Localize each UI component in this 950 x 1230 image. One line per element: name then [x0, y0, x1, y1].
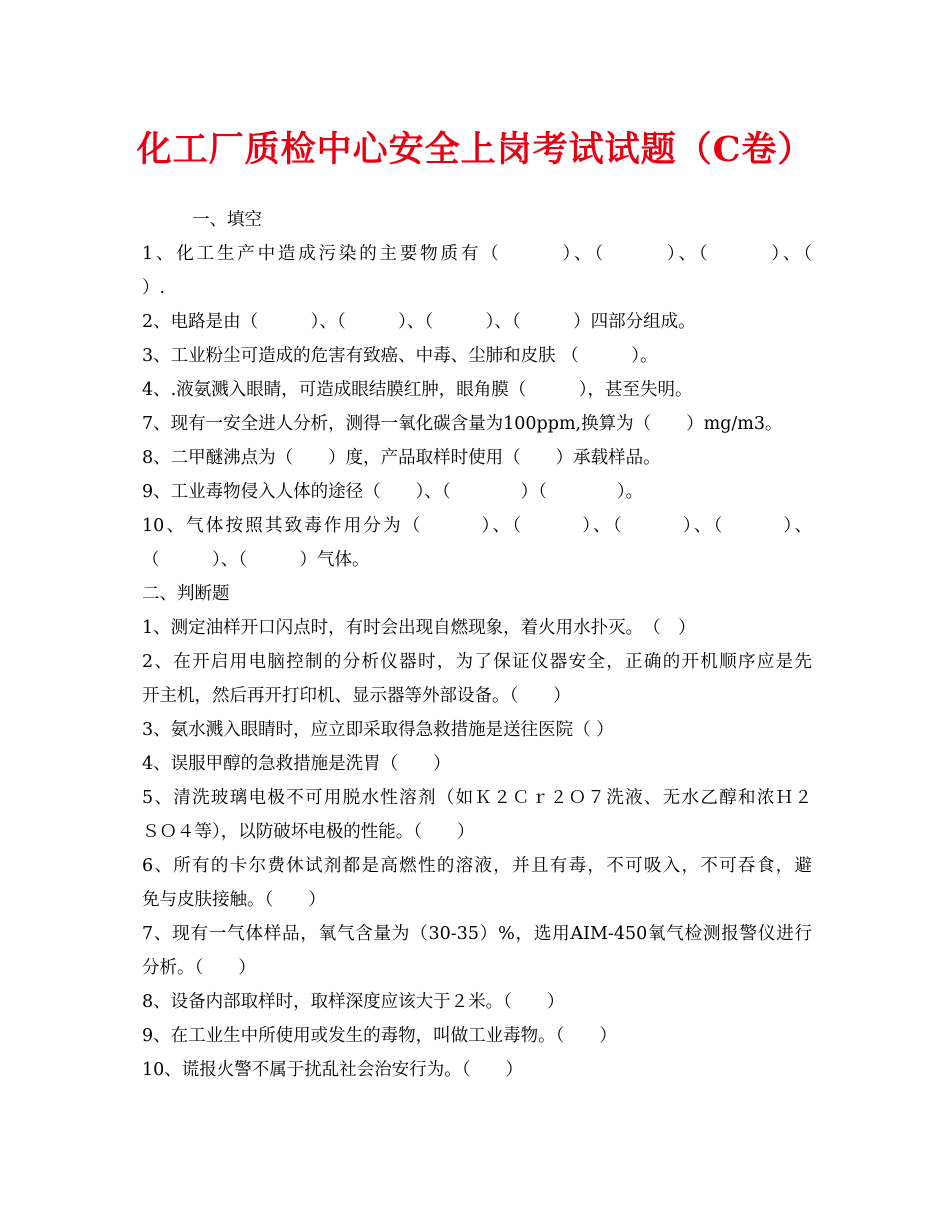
question-line: 9、工业毒物侵入人体的途径（ ）、（ ）（ ）。 [142, 482, 644, 502]
question-line: 10、谎报火警不属于扰乱社会治安行为。（ ） [142, 1060, 524, 1080]
question-line: 4、.液氨溅入眼睛，可造成眼结膜红肿，眼角膜（ ），甚至失明。 [142, 380, 693, 400]
question-line: 3、工业粉尘可造成的危害有致癌、中毒、尘肺和皮肤 （ ）。 [142, 346, 658, 366]
question-line: 免与皮肤接触。（ ） [142, 890, 326, 910]
question-line: ＳＯ４等），以防破坏电极的性能。（ ） [142, 822, 475, 842]
question-line: （ ）、（ ）气体。 [142, 550, 370, 570]
question-line: 4、误服甲醇的急救措施是洗胃（ ） [142, 754, 451, 774]
question-line: 8、二甲醚沸点为（ ）度，产品取样时使用（ ）承载样品。 [142, 448, 661, 468]
question-line: 2、在开启用电脑控制的分析仪器时，为了保证仪器安全，正确的开机顺序应是先 [142, 652, 812, 672]
question-line: 7、现有一气体样品，氧气含量为（30-35）%，选用AIM-450氧气检测报警仪进行 [142, 924, 812, 944]
question-line: 5、清洗玻璃电极不可用脱水性溶剂（如Ｋ２Ｃｒ２Ｏ７洗液、无水乙醇和浓Ｈ２ [142, 788, 812, 808]
section-heading-judgement: 二、判断题 [142, 584, 230, 604]
question-line: 7、现有一安全进人分析，测得一氧化碳含量为100ppm,换算为（ ）mg/m3。 [142, 414, 783, 434]
question-line: 8、设备内部取样时，取样深度应该大于２米。（ ） [142, 992, 565, 1012]
question-line: 分析。（ ） [142, 958, 256, 978]
document-title: 化工厂质检中心安全上岗考试试题（C卷） [136, 129, 814, 170]
question-line: 9、在工业生中所使用或发生的毒物，叫做工业毒物。（ ） [142, 1026, 617, 1046]
section-heading-fill-blank: 一、填空 [192, 210, 262, 230]
question-line: 3、氨水溅入眼睛时，应立即采取得急救措施是送往医院（ ） [142, 720, 614, 740]
document-body [142, 203, 812, 1087]
question-line: 开主机，然后再开打印机、显示器等外部设备。（ ） [142, 686, 571, 706]
question-line: 1、化工生产中造成污染的主要物质有（ ）、（ ）、（ ）、（ [142, 244, 812, 264]
question-line: 2、电路是由（ ）、（ ）、（ ）、（ ）四部分组成。 [142, 312, 696, 332]
question-line: ）. [142, 278, 166, 298]
question-line: 1、测定油样开口闪点时，有时会出现自燃现象，着火用水扑灭。 （ ） [142, 618, 696, 638]
question-line: 10、气体按照其致毒作用分为（ ）、（ ）、（ ）、（ ）、 [142, 516, 812, 536]
question-line: 6、所有的卡尔费休试剂都是高燃性的溶液，并且有毒，不可吸入，不可吞食，避 [142, 856, 812, 876]
